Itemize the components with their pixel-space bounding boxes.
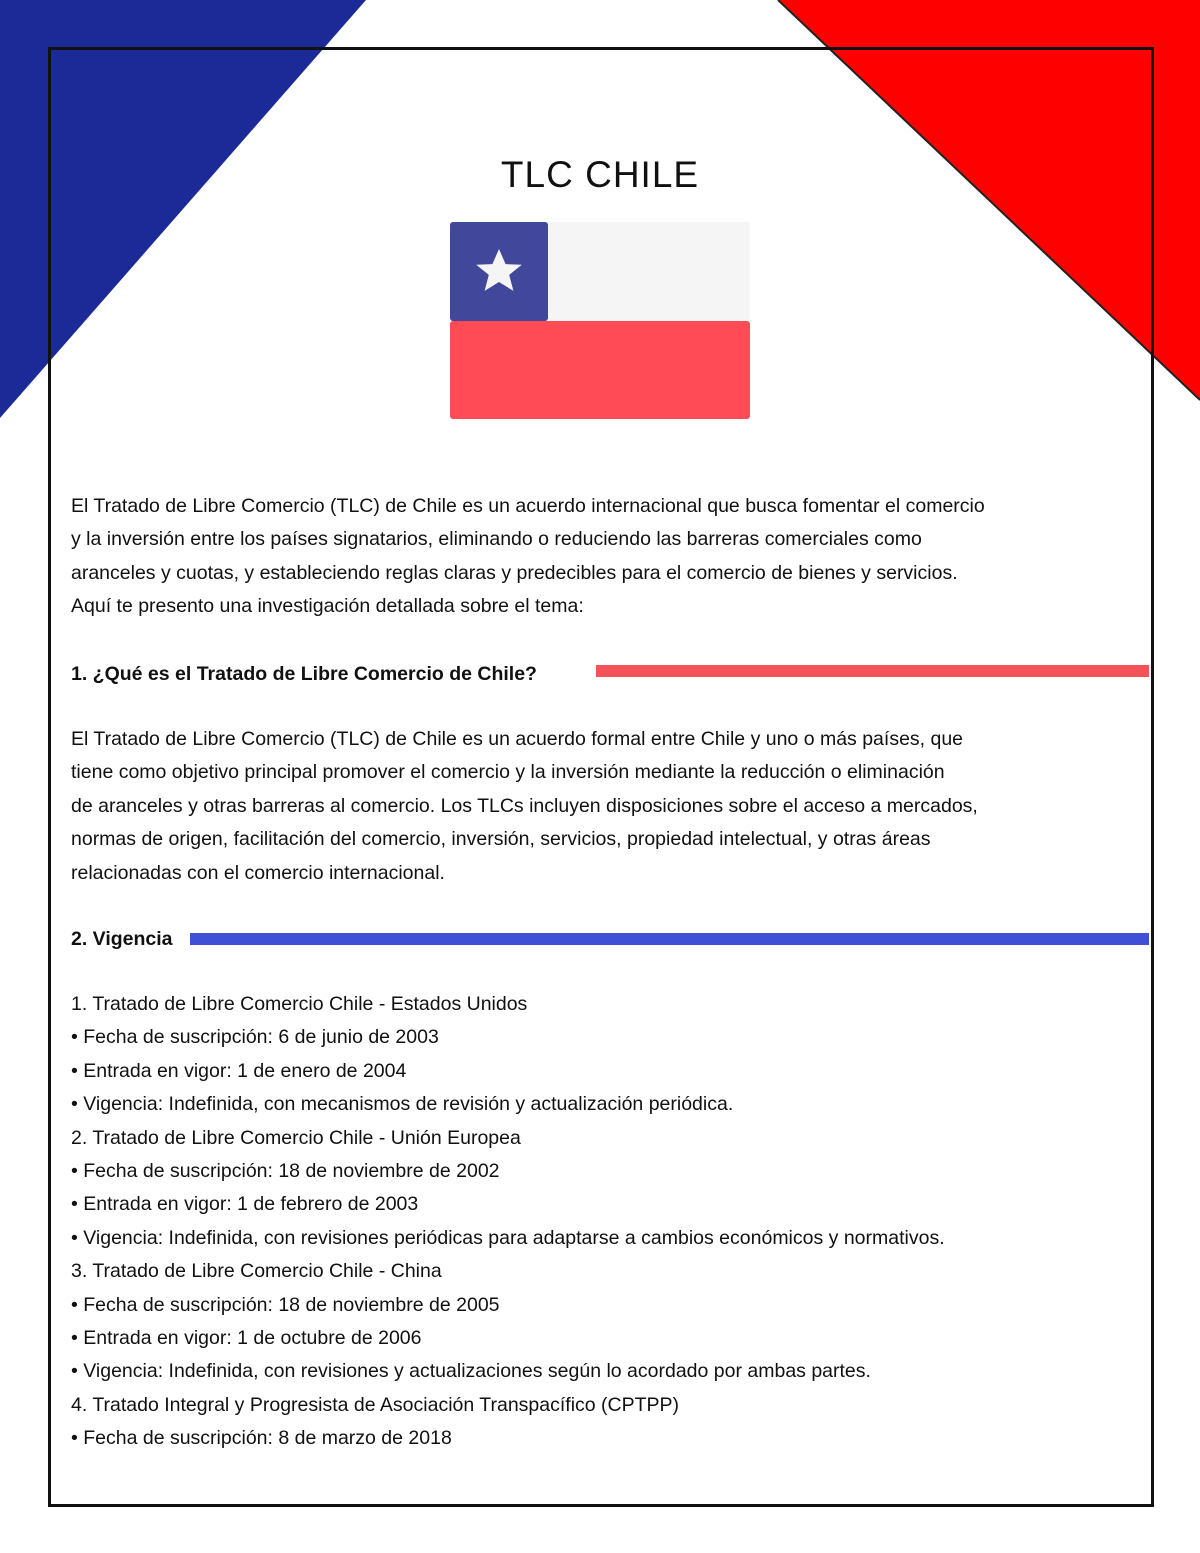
list-item: • Vigencia: Indefinida, con revisiones y actualizaciones según lo acordado por ambas partes. [71,1360,871,1383]
section1-heading: 1. ¿Qué es el Tratado de Libre Comercio de Chile? [71,663,537,685]
list-item: 2. Tratado de Libre Comercio Chile - Unión Europea [71,1126,521,1149]
list-item: • Fecha de suscripción: 8 de marzo de 2018 [71,1427,452,1450]
list-item: • Vigencia: Indefinida, con revisiones periódicas para adaptarse a cambios económicos y normativos. [71,1226,945,1249]
list-item: • Fecha de suscripción: 18 de noviembre de 2005 [71,1293,500,1316]
list-item: • Entrada en vigor: 1 de octubre de 2006 [71,1327,422,1350]
list-item: 3. Tratado de Libre Comercio Chile - China [71,1260,442,1283]
chile-flag-icon [450,222,750,419]
list-item: • Fecha de suscripción: 18 de noviembre de 2002 [71,1160,500,1183]
list-item: • Entrada en vigor: 1 de enero de 2004 [71,1059,407,1082]
list-item: • Vigencia: Indefinida, con mecanismos de revisión y actualización periódica. [71,1093,734,1116]
list-item: 4. Tratado Integral y Progresista de Asociación Transpacífico (CPTPP) [71,1393,680,1416]
section2-accent-bar [190,933,1149,945]
definition-line: normas de origen, facilitación del comercio, inversión, servicios, propiedad intelectual, y otras áreas [71,828,931,851]
intro-line: Aquí te presento una investigación detallada sobre el tema: [71,595,584,618]
list-item: • Entrada en vigor: 1 de febrero de 2003 [71,1193,419,1216]
page-title: TLC CHILE [500,154,700,195]
section1-accent-bar [596,665,1149,677]
definition-paragraph [71,723,1136,890]
flag-red-stripe [450,321,750,419]
section2-heading: 2. Vigencia [71,928,173,950]
definition-line: El Tratado de Libre Comercio (TLC) de Chile es un acuerdo formal entre Chile y uno o más países, que [71,728,964,750]
definition-line: relacionadas con el comercio internacional. [71,861,445,884]
intro-line: El Tratado de Libre Comercio (TLC) de Chile es un acuerdo internacional que busca fomentar el comercio [71,495,985,517]
definition-line: de aranceles y otras barreras al comercio. Los TLCs incluyen disposiciones sobre el acceso a mercados, [71,794,978,817]
list-item: 1. Tratado de Libre Comercio Chile - Estados Unidos [71,993,528,1015]
intro-line: aranceles y cuotas, y estableciendo reglas claras y predecibles para el comercio de bienes y servicios. [71,561,958,584]
intro-line: y la inversión entre los países signatarios, eliminando o reduciendo las barreras comerciales como [71,528,922,551]
list-item: • Fecha de suscripción: 6 de junio de 2003 [71,1026,439,1049]
intro-paragraph [71,490,1136,624]
definition-line: tiene como objetivo principal promover el comercio y la inversión mediante la reducción o eliminación [71,761,945,784]
agreements-list [71,988,1136,1456]
